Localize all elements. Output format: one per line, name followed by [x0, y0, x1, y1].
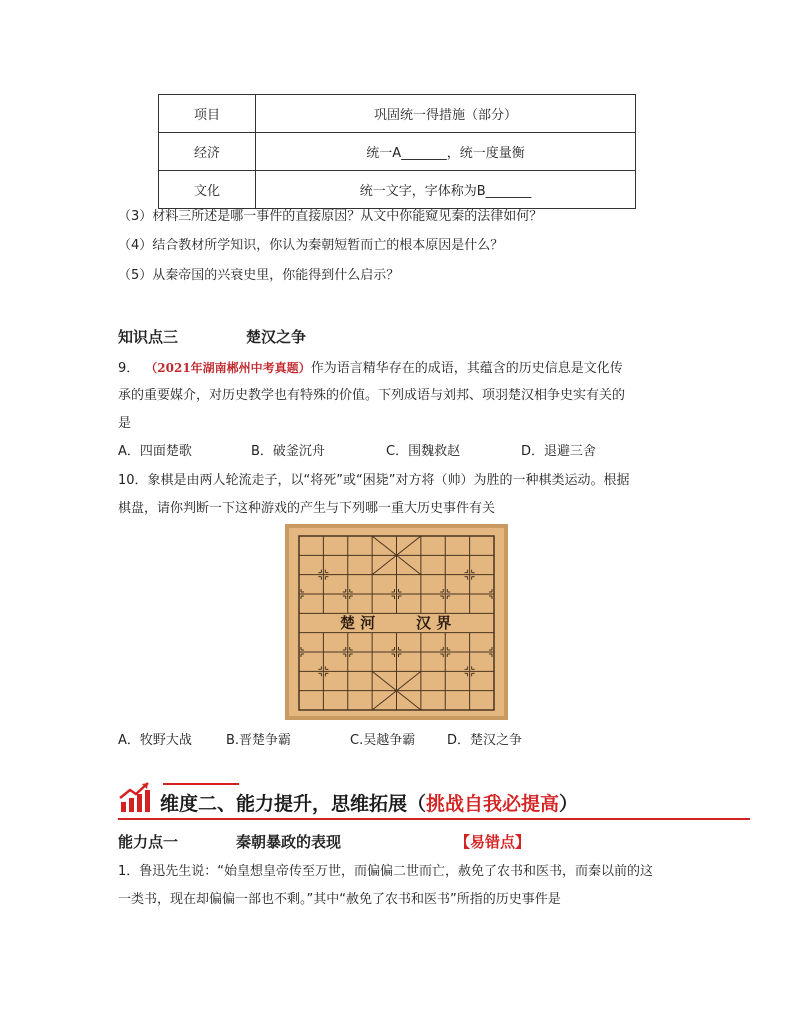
table-row: [159, 133, 636, 171]
question-9-source: （2021年湖南郴州中考真题）: [151, 361, 311, 375]
error-prone-tag: 【易错点】: [455, 833, 531, 851]
question-10-option-a[interactable]: A．牧野大战: [118, 733, 192, 748]
question-10-line1: 10．象棋是由两人轮流走子，以“将死”或“困毙”对方将（帅）为胜的一种棋类运动。根据: [118, 473, 630, 488]
question-9-line2: 承的重要媒介，对历史教学也有特殊的价值。下列成语与刘邦、项羽楚汉相争史实有关的: [118, 388, 626, 403]
table-header-measure: 巩固统一得措施（部分）: [256, 95, 636, 133]
river-text-han: 汉 界: [416, 614, 452, 632]
header-divider: [118, 818, 750, 820]
dimension-title-highlight: 挑战自我必提高: [426, 793, 560, 815]
knowledge-point-label: 知识点三: [118, 328, 179, 346]
dimension-title: [160, 789, 578, 816]
table-row: [159, 171, 636, 209]
question-9-text: 作为语言精华存在的成语，其蕴含的历史信息是文化传: [310, 361, 623, 376]
table-cell-measure: 统一文字，字体称为B_______: [256, 171, 636, 209]
question-10-option-b[interactable]: B.晋楚争霸: [226, 733, 292, 748]
table-cell-item: 文化: [159, 171, 256, 209]
dimension-title-end: ）: [559, 793, 579, 815]
question-9-option-c[interactable]: C．围魏救赵: [386, 444, 461, 459]
question-9-line1: [118, 358, 623, 379]
table-cell-measure: 统一A_______，统一度量衡: [256, 133, 636, 171]
question-9-option-b[interactable]: B．破釜沉舟: [251, 444, 325, 459]
measures-table: [158, 94, 636, 209]
question-9-number: 9．: [118, 361, 140, 376]
header-accent-line: [163, 783, 239, 785]
table-cell-item: 经济: [159, 133, 256, 171]
question-5: （5）从秦帝国的兴衰史里，你能得到什么启示？: [118, 268, 400, 283]
question-10-option-c[interactable]: C.吴越争霸: [350, 733, 416, 748]
chart-growth-icon: [118, 780, 152, 814]
question-10-line2: 棋盘，请你判断一下这种游戏的产生与下列哪一重大历史事件有关: [118, 501, 496, 516]
table-header-item: 项目: [159, 95, 256, 133]
knowledge-point-title: 楚汉之争: [246, 328, 307, 346]
question-3: （3）材料三所述是哪一事件的直接原因？从文中你能窥见秦的法律如何？: [118, 209, 543, 224]
question-10-option-d[interactable]: D．楚汉之争: [447, 733, 523, 748]
question-4: （4）结合教材所学知识，你认为秦朝短暂而亡的根本原因是什么？: [118, 238, 504, 253]
question-9-option-a[interactable]: A．四面楚歌: [118, 444, 192, 459]
question-1-line2: 一类书，现在却偏偏一部也不剩。”其中“赦免了农书和医书”所指的历史事件是: [118, 892, 561, 907]
question-1-line1: 1．鲁迅先生说：“始皇想皇帝传至万世，而偏偏二世而亡，赦免了农书和医书，而秦以前的这: [118, 864, 654, 879]
dimension-title-text: 维度二、能力提升，思维拓展（: [160, 793, 427, 815]
question-9-line3: 是: [118, 416, 132, 431]
chess-board-image: [285, 524, 508, 720]
river-text-chu: 楚 河: [340, 614, 376, 632]
ability-point-title: 秦朝暴政的表现: [236, 833, 342, 851]
question-9-option-d[interactable]: D．退避三舍: [521, 444, 597, 459]
table-header-row: [159, 95, 636, 133]
chess-board-svg: [285, 524, 508, 720]
ability-point-label: 能力点一: [118, 833, 179, 851]
